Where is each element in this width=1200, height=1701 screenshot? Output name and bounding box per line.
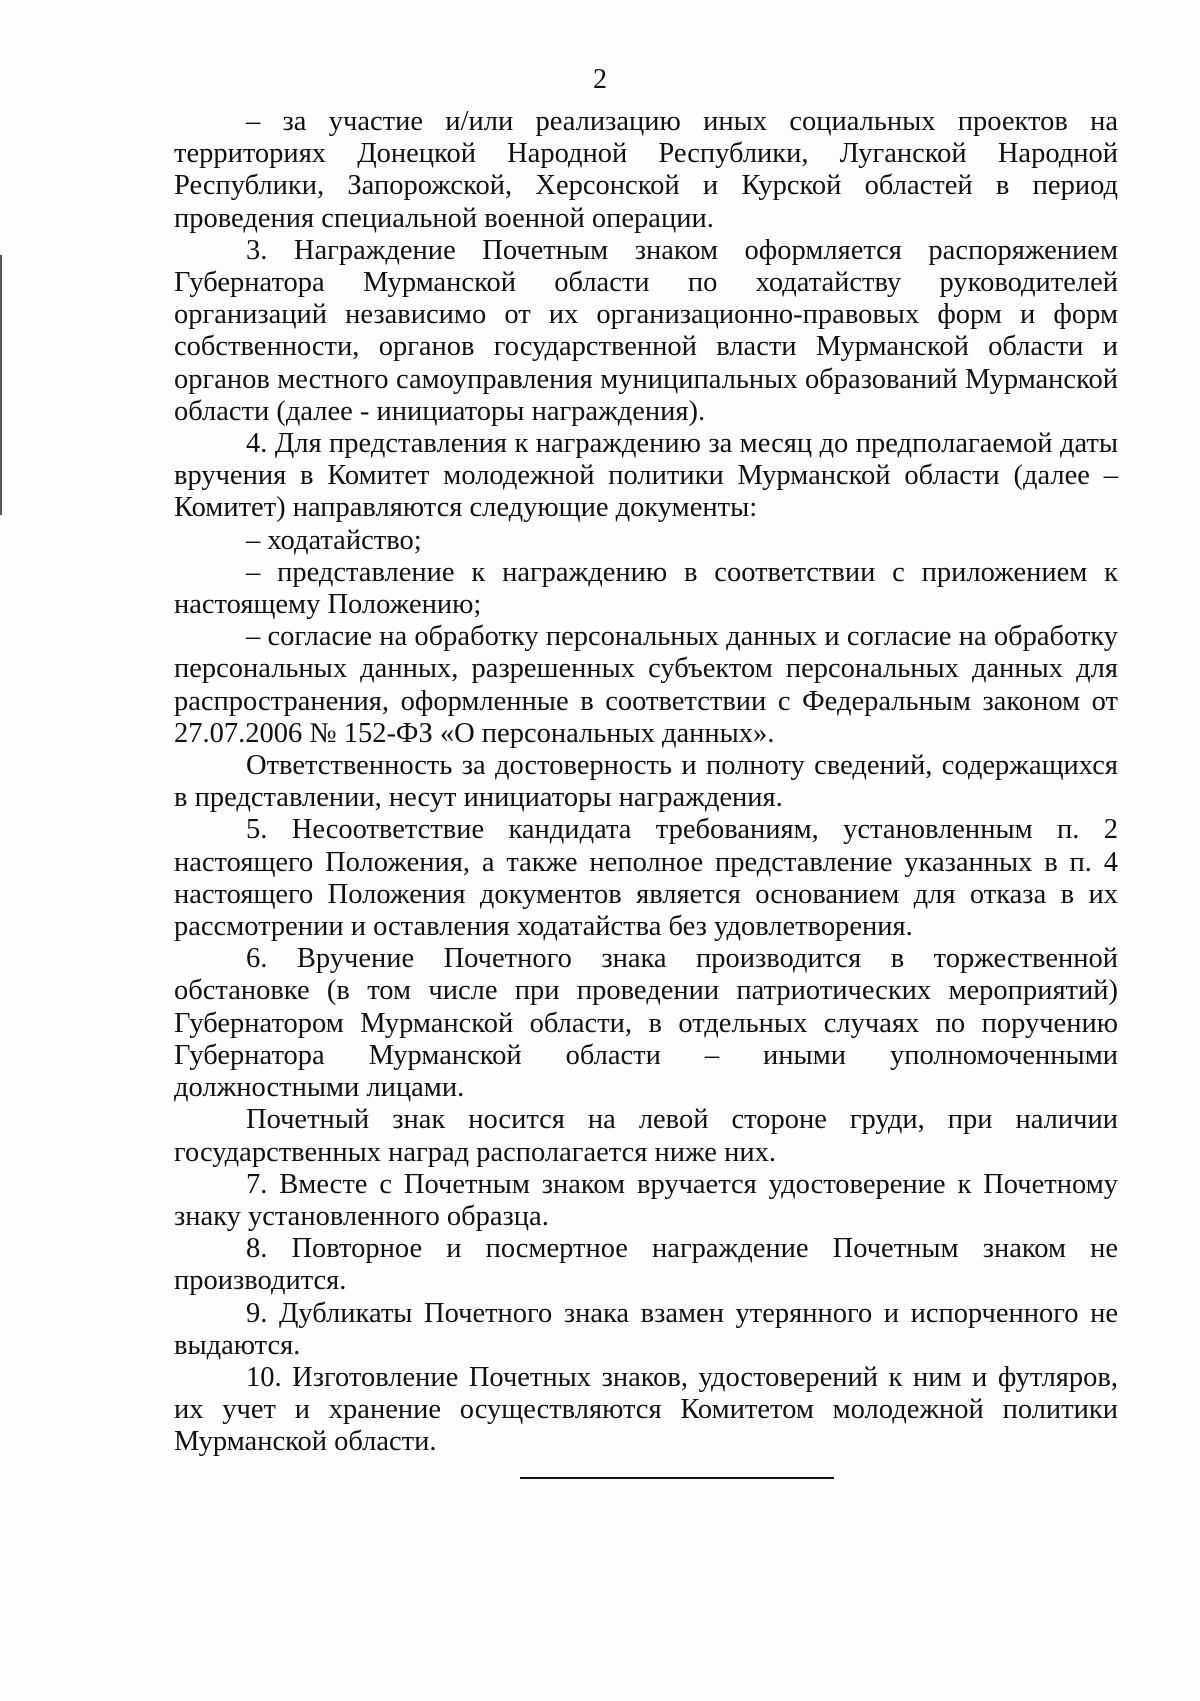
paragraph-9-duplicates: 9. Дубликаты Почетного знака взамен утерянного и испорченного не выдаются. (174, 1297, 1118, 1361)
list-item-nomination: – представление к награждению в соответствии с приложением к настоящему Положению; (174, 556, 1118, 621)
page-number: 2 (593, 64, 607, 95)
end-of-text-rule (520, 1477, 834, 1479)
paragraph-6-presentation: 6. Вручение Почетного знака производится в торжественной обстановке (в том числе при проведении патриотических мероприятий) Губернатором Мурманской области, в отдельных случаях по поручению Губернатора Мурманской области – иными уполномоченными должностными лицами. (174, 943, 1118, 1104)
paragraph-social-projects: – за участие и/или реализацию иных социальных проектов на территориях Донецкой Народной Республики, Луганской Народной Республики, Запорожской, Херсонской и Курской областей в период проведения специальной военной операции. (174, 106, 1118, 234)
document-body (174, 106, 1118, 1459)
paragraph-5-refusal: 5. Несоответствие кандидата требованиям, установленным п. 2 настоящего Положения, а также неполное представление указанных в п. 4 настоящего Положения документов является основанием для отказа в их рассмотрении и оставления ходатайства без удовлетворения. (174, 814, 1118, 943)
paragraph-8-repeat-award: 8. Повторное и посмертное награждение Почетным знаком не производится. (174, 1233, 1118, 1297)
paragraph-4-documents: 4. Для представления к награждению за месяц до предполагаемой даты вручения в Комитет молодежной политики Мурманской области (далее – Комитет) направляются следующие документы: (174, 428, 1118, 524)
list-item-consent: – согласие на обработку персональных данных и согласие на обработку персональных данных, разрешенных субъектом персональных данных для распространения, оформленные в соответствии с Федеральным законом от 27.07.2006 № 152-ФЗ «О персональных данных». (174, 621, 1118, 749)
paragraph-7-certificate: 7. Вместе с Почетным знаком вручается удостоверение к Почетному знаку установленного образца. (174, 1168, 1118, 1232)
scan-edge-mark (0, 255, 2, 515)
paragraph-responsibility: Ответственность за достоверность и полноту сведений, содержащихся в представлении, несут инициаторы награждения. (174, 750, 1118, 814)
list-item-petition: – ходатайство; (246, 524, 422, 556)
paragraph-wearing: Почетный знак носится на левой стороне груди, при наличии государственных наград располагается ниже них. (174, 1104, 1118, 1168)
paragraph-3-award-order: 3. Награждение Почетным знаком оформляется распоряжением Губернатора Мурманской области по ходатайству руководителей организаций независимо от их организационно-правовых форм и форм собственности, органов государственной власти Мурманской области и органов местного самоуправления муниципальных образований Мурманской области (далее - инициаторы награждения). (174, 234, 1118, 427)
paragraph-10-manufacturing: 10. Изготовление Почетных знаков, удостоверений к ним и футляров, их учет и хранение осуществляются Комитетом молодежной политики Мурманской области. (174, 1361, 1118, 1458)
